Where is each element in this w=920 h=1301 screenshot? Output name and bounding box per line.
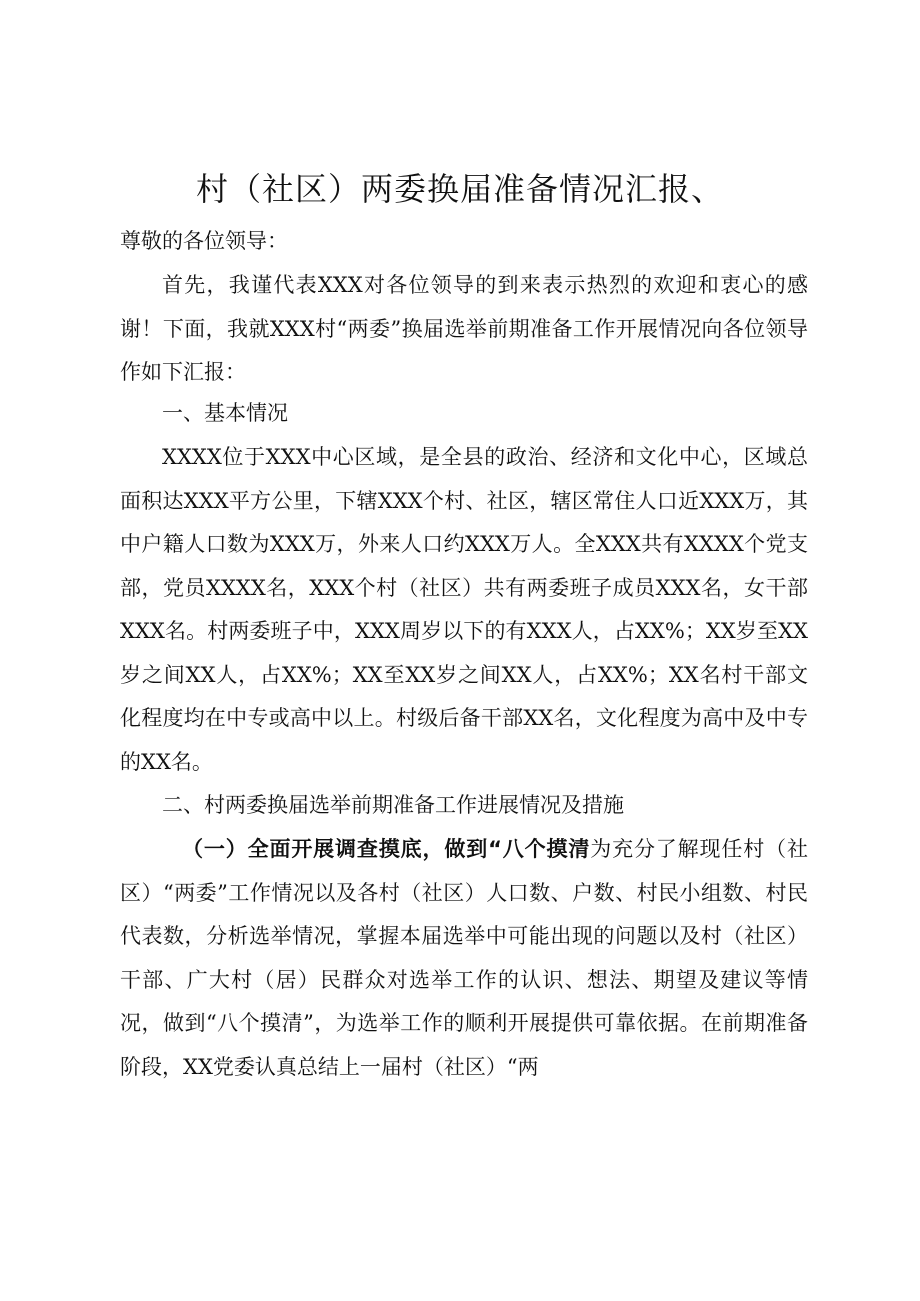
document-title: 村（社区）两委换届准备情况汇报、 — [195, 170, 724, 208]
intro-paragraph: 首先，我谨代表XXX对各位领导的到来表示热烈的欢迎和衷心的感谢！下面，我就XXX村“两委”换届选举前期准备工作开展情况向各位领导作如下汇报： — [120, 273, 808, 384]
survey-paragraph-text: 为充分了解现任村（社区）“两委”工作情况以及各村（社区）人口数、户数、村民小组数、村民代表数，分析选举情况，掌握本届选举中可能出现的问题以及村（社区）干部、广大村（居）民群众对选举工作的认识、想法、期望及建议等情况，做到“八个摸清”，为选举工作的顺利开展提供可靠依据。在前期准备阶段，XX党委认真总结上一届村（社区）“两 — [120, 837, 808, 1079]
survey-paragraph — [120, 828, 808, 1089]
salutation: 尊敬的各位领导： — [120, 229, 288, 253]
section-heading-basic-situation: 一、基本情况 — [162, 401, 288, 425]
basic-situation-paragraph: XXXX位于XXX中心区域，是全县的政治、经济和文化中心，区域总面积达XXX平方公里，下辖XXX个村、社区，辖区常住人口近XXX万，其中户籍人口数为XXX万，外来人口约XXX万人。全XXX共有XXXX个党支部，党员XXXX名，XXX个村（社区）共有两委班子成员XXX名，女干部XXX名。村两委班子中，XXX周岁以下的有XXX人，占XX%；XX岁至XX岁之间XX人，占XX%；XX至XX岁之间XX人，占XX%；XX名村干部文化程度均在中专或高中以上。村级后备干部XX名，文化程度为高中及中专的XX名。 — [120, 445, 808, 774]
subsection-heading-survey: （一）全面开展调查摸底，做到“八个摸清 — [182, 837, 591, 861]
section-heading-preparation-progress: 二、村两委换届选举前期准备工作进展情况及措施 — [162, 793, 624, 817]
